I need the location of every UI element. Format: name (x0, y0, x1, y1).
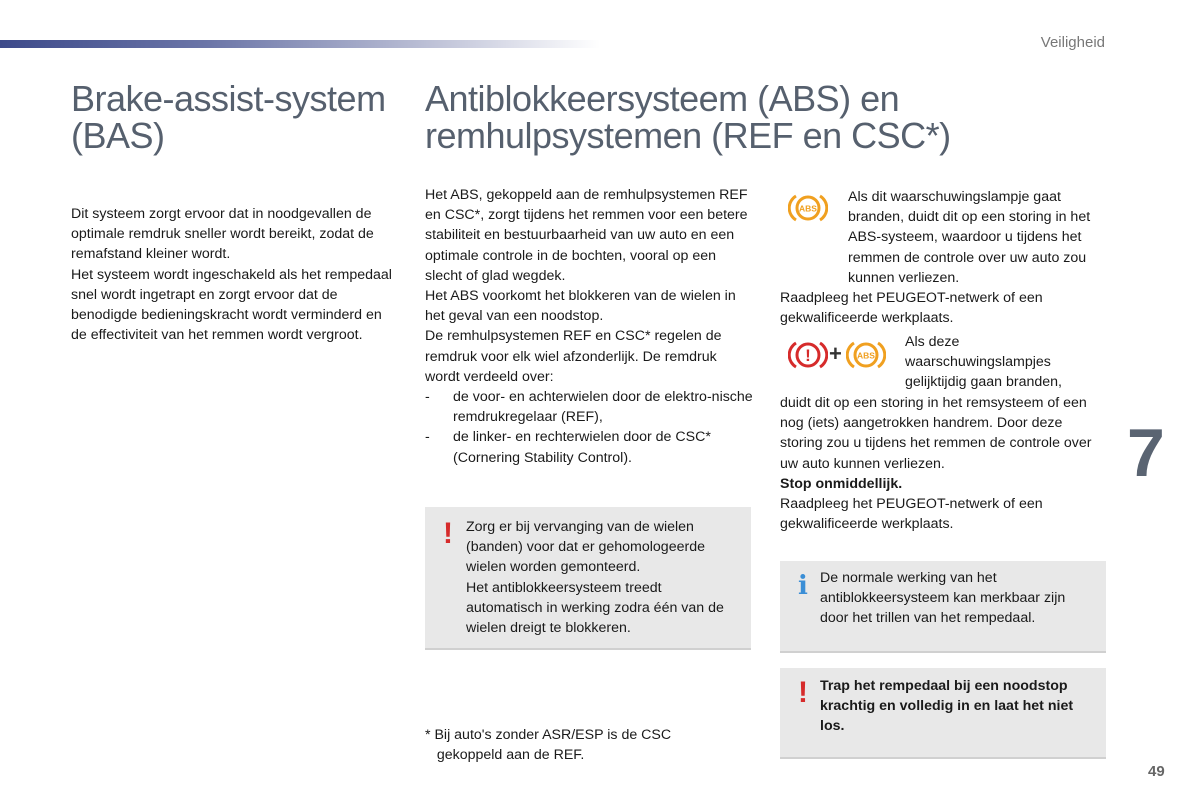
noodstop-warning-box (780, 668, 1106, 759)
brake-icon-label: ! (805, 346, 811, 365)
abs-title (425, 80, 951, 154)
abs-intro: Het ABS, gekoppeld aan de remhulpsystemen REF en CSC*, zorgt tijdens het remmen voor een betere stabiliteit en bestuurbaarheid van uw auto en een optimale controle in de bochten, vooral op een slecht of glad wegdek. Het ABS voorkomt het blokkeren van de wielen in het geval van een noodstop. De remhulpsystemen REF en CSC* regelen de remdruk voor elk wiel afzonderlijk. De remdruk wordt verdeeld over: (425, 187, 748, 385)
lamp2-details (780, 393, 1100, 534)
abs-footnote: * Bij auto's zonder ASR/ESP is de CSC gekoppeld aan de REF. (425, 727, 672, 764)
section-label: Veiligheid (1040, 34, 1105, 51)
bas-body: Dit systeem zorgt ervoor dat in noodgevallen de optimale remdruk sneller wordt bereikt, zodat de remafstand kleiner wordt. Het systeem wordt ingeschakeld als het rempedaal snel wordt ingetrapt en zorgt ervoor dat de benodigde bedieningskracht wordt verminderd en de effectiviteit van het remmen wordt vergroot. (71, 206, 392, 344)
chapter-number: 7 (1127, 415, 1165, 491)
exclamation-icon: ! (798, 676, 808, 709)
abs-warning-box (425, 507, 751, 650)
abs-icon-label: ABS (799, 203, 817, 214)
bas-title (71, 80, 386, 154)
bullet-dash: - (425, 389, 430, 406)
info-box (780, 561, 1106, 653)
bullet-text: de voor- en achterwielen door de elektro-nische remdrukregelaar (REF), (453, 389, 753, 426)
bas-title-line1: Brake-assist-system (71, 78, 386, 119)
abs-bullet-list (425, 387, 755, 468)
header-gradient-bar (0, 40, 600, 48)
bullet-text: de linker- en rechterwielen door de CSC* (Cornering Stability Control). (453, 429, 711, 466)
abs-title-line1: Antiblokkeersysteem (ABS) en (425, 78, 900, 119)
plus-sign: + (829, 341, 842, 366)
stop-instruction: Stop onmiddellijk. (780, 475, 903, 492)
lamp1-advice: Raadpleeg het PEUGEOT-netwerk of een gekwalificeerde werkplaats. (780, 290, 1043, 327)
exclamation-icon: ! (443, 517, 453, 550)
abs-body (425, 185, 755, 468)
abs-icon-label: ABS (857, 350, 875, 361)
bas-title-line2: (BAS) (71, 115, 165, 156)
info-box-text: De normale werking van het antiblokkeersysteem kan merkbaar zijn door het trillen van het rempedaal. (820, 570, 1066, 627)
abs-title-line2: remhulpsystemen (REF en CSC*) (425, 115, 951, 156)
page-number: 49 (1148, 763, 1165, 780)
lamp2-text: Als deze waarschuwingslampjes gelijktijdig gaan branden, (905, 334, 1062, 391)
abs-bullet-item (425, 387, 755, 427)
bullet-dash: - (425, 429, 430, 446)
abs-bullet-item (425, 427, 755, 467)
brake-warning-lamp-icon (788, 339, 828, 371)
abs-warning-lamp-icon (846, 339, 886, 371)
noodstop-warning-text: Trap het rempedaal bij een noodstop krachtig en volledig in en laat het niet los. (820, 678, 1074, 735)
abs-warning-lamp-icon (788, 192, 828, 224)
abs-warning-text: Zorg er bij vervanging van de wielen (banden) voor dat er gehomologeerde wielen worden gemonteerd. Het antiblokkeersysteem treedt automatisch in werking zodra één van de wielen dreigt te blokkeren. (466, 519, 724, 637)
lamp2-advice: Raadpleeg het PEUGEOT-netwerk of een gekwalificeerde werkplaats. (780, 496, 1043, 533)
lamp1-text: Als dit waarschuwingslampje gaat branden, duidt dit op een storing in het ABS-systeem, waardoor u tijdens het remmen de controle over uw auto zou kunnen verliezen. (848, 189, 1091, 286)
info-icon: i (798, 571, 808, 601)
lamp2-continued: duidt dit op een storing in het remsysteem of een nog (iets) aangetrokken handrem. Door deze storing zou u tijdens het remmen de controle over uw auto kunnen verliezen. (780, 395, 1092, 472)
